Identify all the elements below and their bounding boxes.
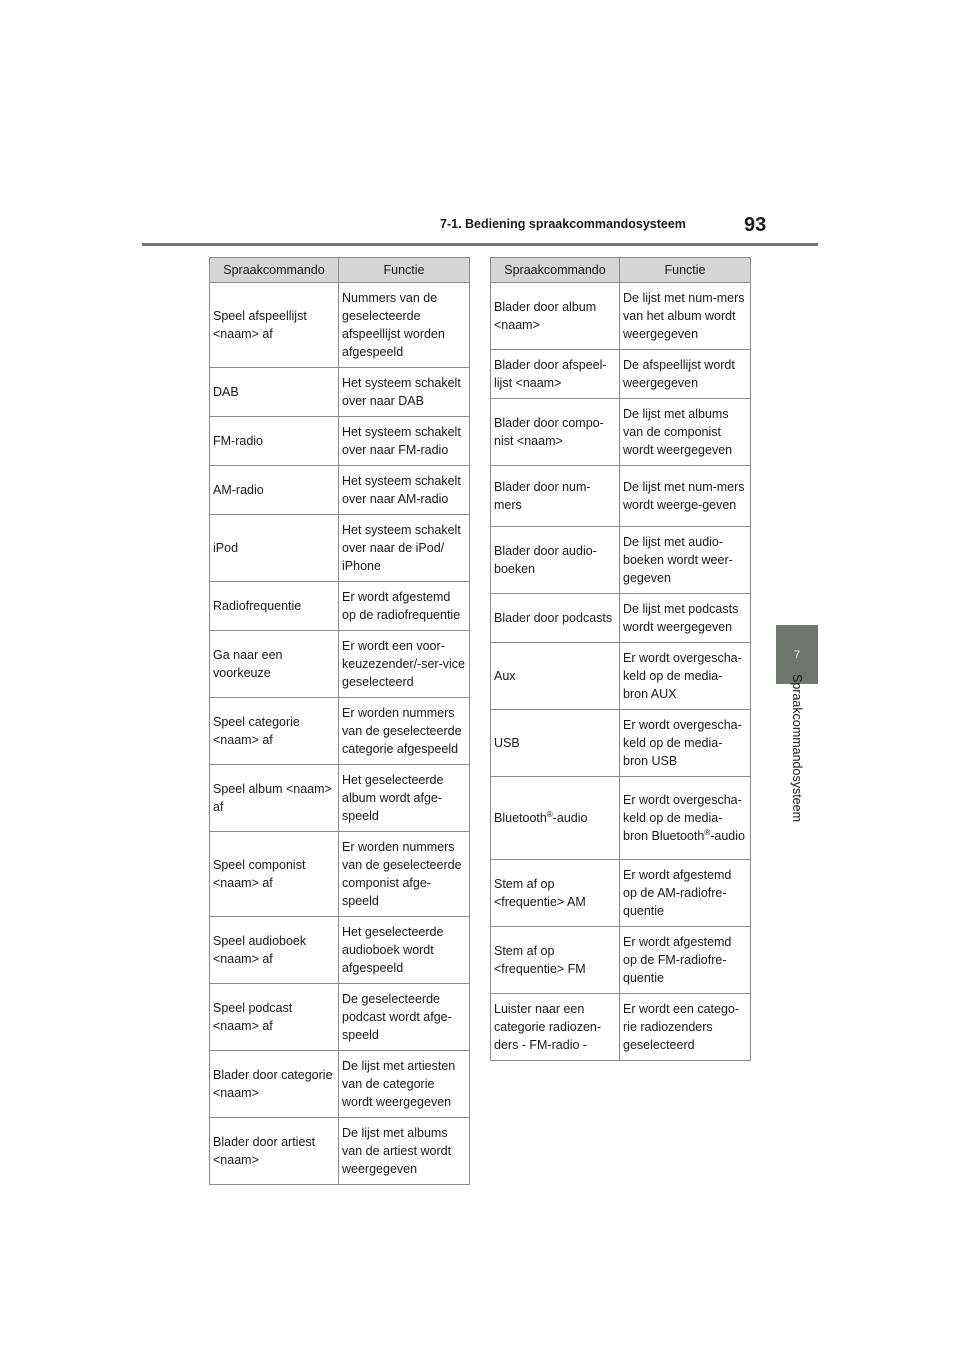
command-cell: Aux [491,643,620,710]
table-row [210,1051,470,1118]
table-row [210,515,470,582]
function-cell: De lijst met num-mers wordt weerge-geven [620,466,751,527]
command-cell: Blader door categorie <naam> [210,1051,339,1118]
function-cell: De geselecteerde podcast wordt afge-speeld [339,984,470,1051]
command-cell: FM-radio [210,417,339,466]
function-cell: De lijst met artiesten van de categorie wordt weergegeven [339,1051,470,1118]
command-cell: Stem af op <frequentie> FM [491,927,620,994]
command-cell: Speel podcast <naam> af [210,984,339,1051]
function-cell: De lijst met podcasts wordt weergegeven [620,594,751,643]
command-cell: Speel componist <naam> af [210,832,339,917]
command-cell: Blader door compo-nist <naam> [491,399,620,466]
command-cell: Blader door album <naam> [491,283,620,350]
table-row [210,582,470,631]
chapter-label: Spraakcommandosysteem [790,674,804,822]
section-title: 7-1. Bediening spraakcommandosysteem [440,217,686,231]
function-cell: Er worden nummers van de geselecteerde categorie afgespeeld [339,698,470,765]
command-cell: Speel audioboek <naam> af [210,917,339,984]
function-cell: Er wordt een voor-keuzezender/-ser-vice geselecteerd [339,631,470,698]
function-cell: Het geselecteerde audioboek wordt afgespeeld [339,917,470,984]
table-row [210,984,470,1051]
command-cell: Blader door num-mers [491,466,620,527]
command-cell: Luister naar een categorie radiozen-ders - FM-radio - [491,994,620,1061]
registered-mark: ® [704,827,711,837]
function-cell: Het systeem schakelt over naar DAB [339,368,470,417]
table-row [491,283,751,350]
table-row [491,777,751,860]
table-header-row [491,258,751,283]
function-cell: De lijst met audio-boeken wordt weer-gegeven [620,527,751,594]
function-cell: Er wordt overgescha-keld op de media-bron AUX [620,643,751,710]
table-row [210,417,470,466]
table-row [491,466,751,527]
table-row [491,399,751,466]
function-cell: Er wordt afgestemd op de radiofrequentie [339,582,470,631]
table-row [491,994,751,1061]
command-cell: Speel categorie <naam> af [210,698,339,765]
column-header-function: Functie [620,258,751,283]
function-cell [620,777,751,860]
column-header-command: Spraakcommando [491,258,620,283]
table-row [210,631,470,698]
command-cell: Stem af op <frequentie> AM [491,860,620,927]
table-row [491,927,751,994]
table-header-row [210,258,470,283]
command-cell: USB [491,710,620,777]
function-text: Er wordt overgescha-keld op de media-bron Bluetooth [623,793,742,843]
column-header-function: Functie [339,258,470,283]
table-row [210,765,470,832]
table-row [491,594,751,643]
registered-mark: ® [546,809,553,819]
function-cell: Er wordt overgescha-keld op de media-bron USB [620,710,751,777]
command-cell: DAB [210,368,339,417]
table-row [491,860,751,927]
command-cell: Speel album <naam> af [210,765,339,832]
command-text: Bluetooth [494,811,547,825]
function-cell: Het systeem schakelt over naar de iPod/ iPhone [339,515,470,582]
table-row [210,1118,470,1185]
command-text-suffix: -audio [552,811,588,825]
function-cell: Het geselecteerde album wordt afge-speeld [339,765,470,832]
command-cell: Ga naar een voorkeuze [210,631,339,698]
command-cell: Blader door artiest <naam> [210,1118,339,1185]
command-cell [491,777,620,860]
table-row [491,710,751,777]
command-cell: AM-radio [210,466,339,515]
table-row [210,368,470,417]
table-row [210,698,470,765]
function-cell: De lijst met num-mers van het album wordt weergegeven [620,283,751,350]
command-cell: Blader door podcasts [491,594,620,643]
command-cell: Speel afspeellijst <naam> af [210,283,339,368]
voice-command-table-left [209,257,470,1185]
function-cell: Er wordt een catego-rie radiozenders geselecteerd [620,994,751,1061]
command-cell: Blader door afspeel-lijst <naam> [491,350,620,399]
function-cell: De lijst met albums van de componist wordt weergegeven [620,399,751,466]
function-cell: Nummers van de geselecteerde afspeellijst worden afgespeeld [339,283,470,368]
table-row [210,917,470,984]
function-cell: Het systeem schakelt over naar FM-radio [339,417,470,466]
function-text-suffix: -audio [710,829,745,843]
voice-command-table-right [490,257,751,1061]
function-cell: De afspeellijst wordt weergegeven [620,350,751,399]
function-cell: Er wordt afgestemd op de AM-radiofre-quentie [620,860,751,927]
table-row [210,283,470,368]
chapter-number: 7 [793,648,801,661]
command-cell: iPod [210,515,339,582]
page-number: 93 [744,214,767,236]
column-header-command: Spraakcommando [210,258,339,283]
command-cell: Blader door audio-boeken [491,527,620,594]
header-rule [142,243,818,246]
command-cell: Radiofrequentie [210,582,339,631]
table-row [491,527,751,594]
table-row [210,832,470,917]
function-cell: Er wordt afgestemd op de FM-radiofre-quentie [620,927,751,994]
table-row [210,466,470,515]
function-cell: De lijst met albums van de artiest wordt weergegeven [339,1118,470,1185]
table-row [491,350,751,399]
function-cell: Er worden nummers van de geselecteerde componist afge-speeld [339,832,470,917]
function-cell: Het systeem schakelt over naar AM-radio [339,466,470,515]
table-row [491,643,751,710]
